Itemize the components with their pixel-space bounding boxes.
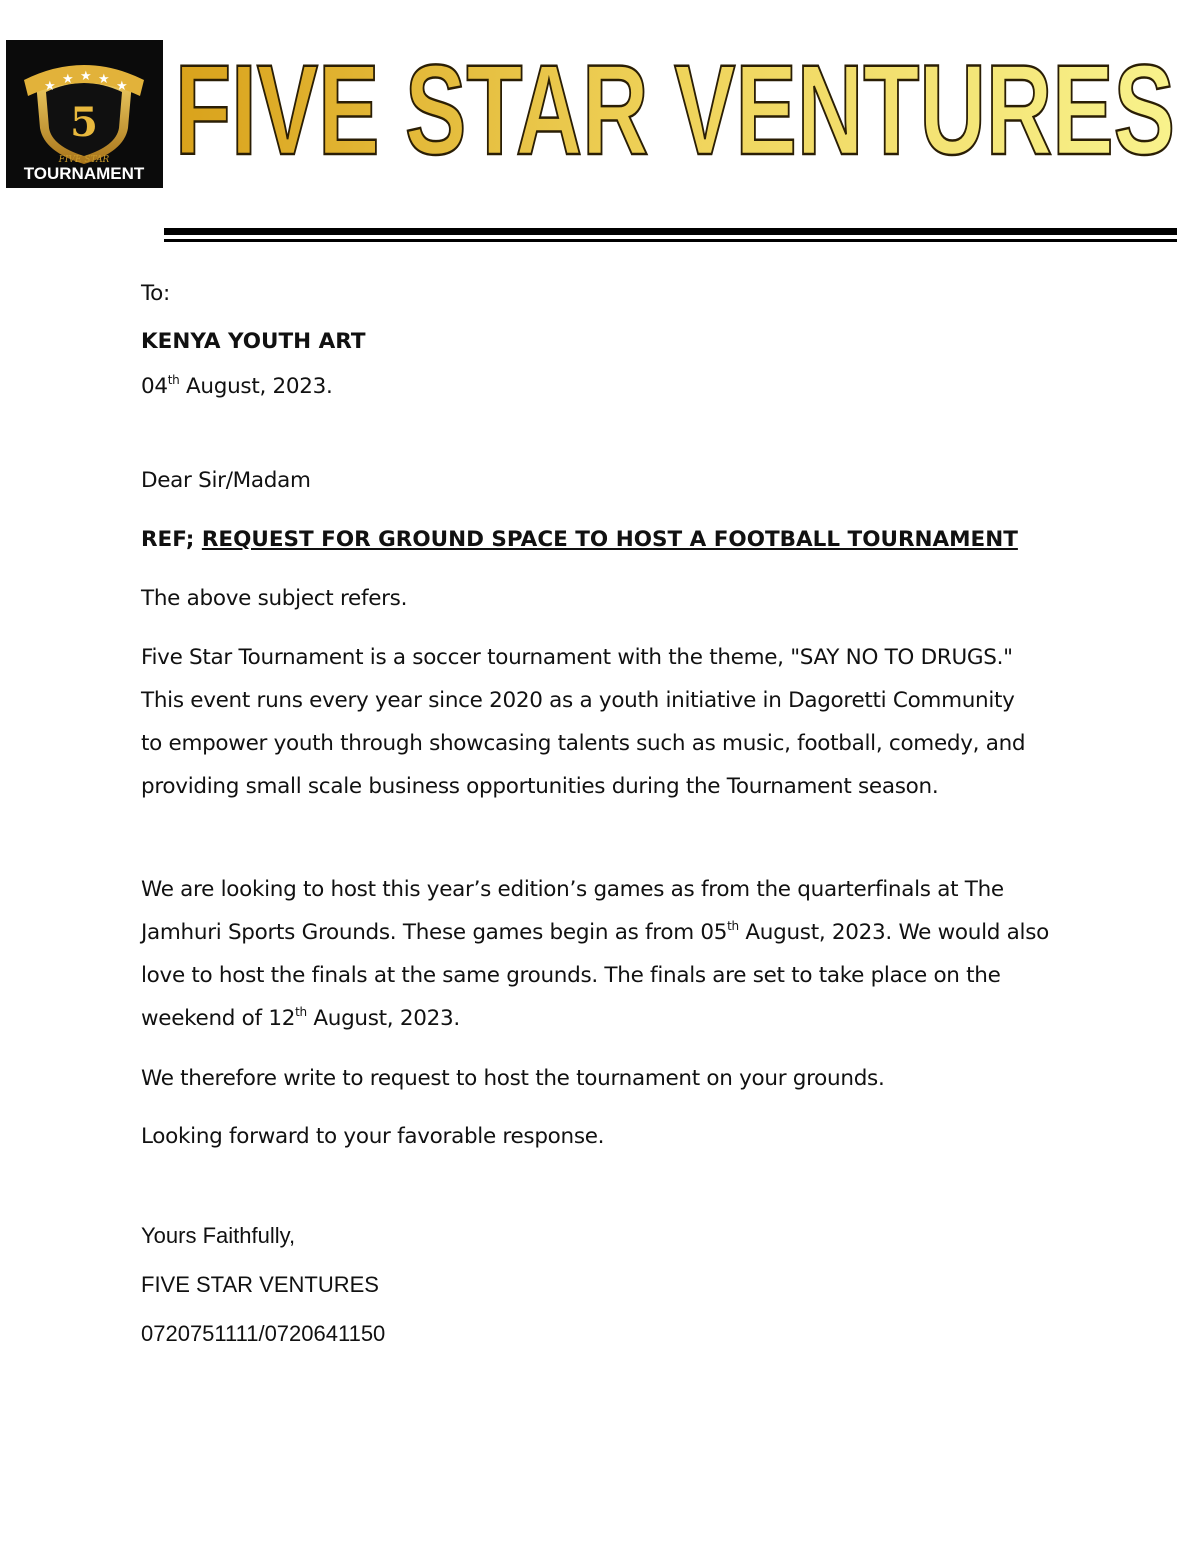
reference-line xyxy=(141,518,1018,561)
svg-text:★: ★ xyxy=(98,72,110,87)
svg-text:★: ★ xyxy=(44,79,56,94)
paragraph-request: We therefore write to request to host the tournament on your grounds. xyxy=(141,1066,885,1091)
to-label: To: xyxy=(141,281,170,306)
company-banner xyxy=(172,44,1178,162)
header-divider-thick xyxy=(164,228,1177,235)
banner-title: FIVE STAR VENTURES xyxy=(175,44,1175,162)
letter-date: 04th August, 2023. xyxy=(141,373,333,399)
logo-number: 5 xyxy=(70,99,98,146)
reference-prefix: REF; xyxy=(141,527,202,552)
closing: Yours Faithfully, xyxy=(141,1223,296,1248)
tournament-logo xyxy=(6,40,163,188)
logo-word: TOURNAMENT xyxy=(23,164,145,183)
paragraph-intro: The above subject refers. xyxy=(141,586,408,611)
paragraph-request-details: We are looking to host this year’s edition’s games as from the quarterfinals at The Jamhuri Sports Grounds. These games begin as from 05th August, 2023. We would also love to host the finals at the same grounds. The finals are set to take place on the weekend of 12th August, 2023. xyxy=(141,877,1049,1031)
logo-script: FIVE STAR xyxy=(58,155,110,165)
signature-company: FIVE STAR VENTURES xyxy=(141,1272,379,1297)
contact-phone: 0720751111/0720641150 xyxy=(141,1321,386,1346)
reference-subject: REQUEST FOR GROUND SPACE TO HOST A FOOTBALL TOURNAMENT xyxy=(201,527,1018,552)
svg-text:★: ★ xyxy=(116,79,128,94)
recipient-name: KENYA YOUTH ART xyxy=(141,329,366,354)
paragraph-closing: Looking forward to your favorable response. xyxy=(141,1124,605,1149)
svg-text:★: ★ xyxy=(62,72,74,87)
salutation: Dear Sir/Madam xyxy=(141,468,311,493)
svg-text:★: ★ xyxy=(80,69,92,84)
header-divider-thin xyxy=(164,239,1177,242)
paragraph-about: Five Star Tournament is a soccer tournament with the theme, "SAY NO TO DRUGS." This event runs every year since 2020 as a youth initiative in Dagoretti Community to empower youth through showcasing talents such as music, football, comedy, and providing small scale business opportunities during the Tournament season. xyxy=(141,645,1026,799)
